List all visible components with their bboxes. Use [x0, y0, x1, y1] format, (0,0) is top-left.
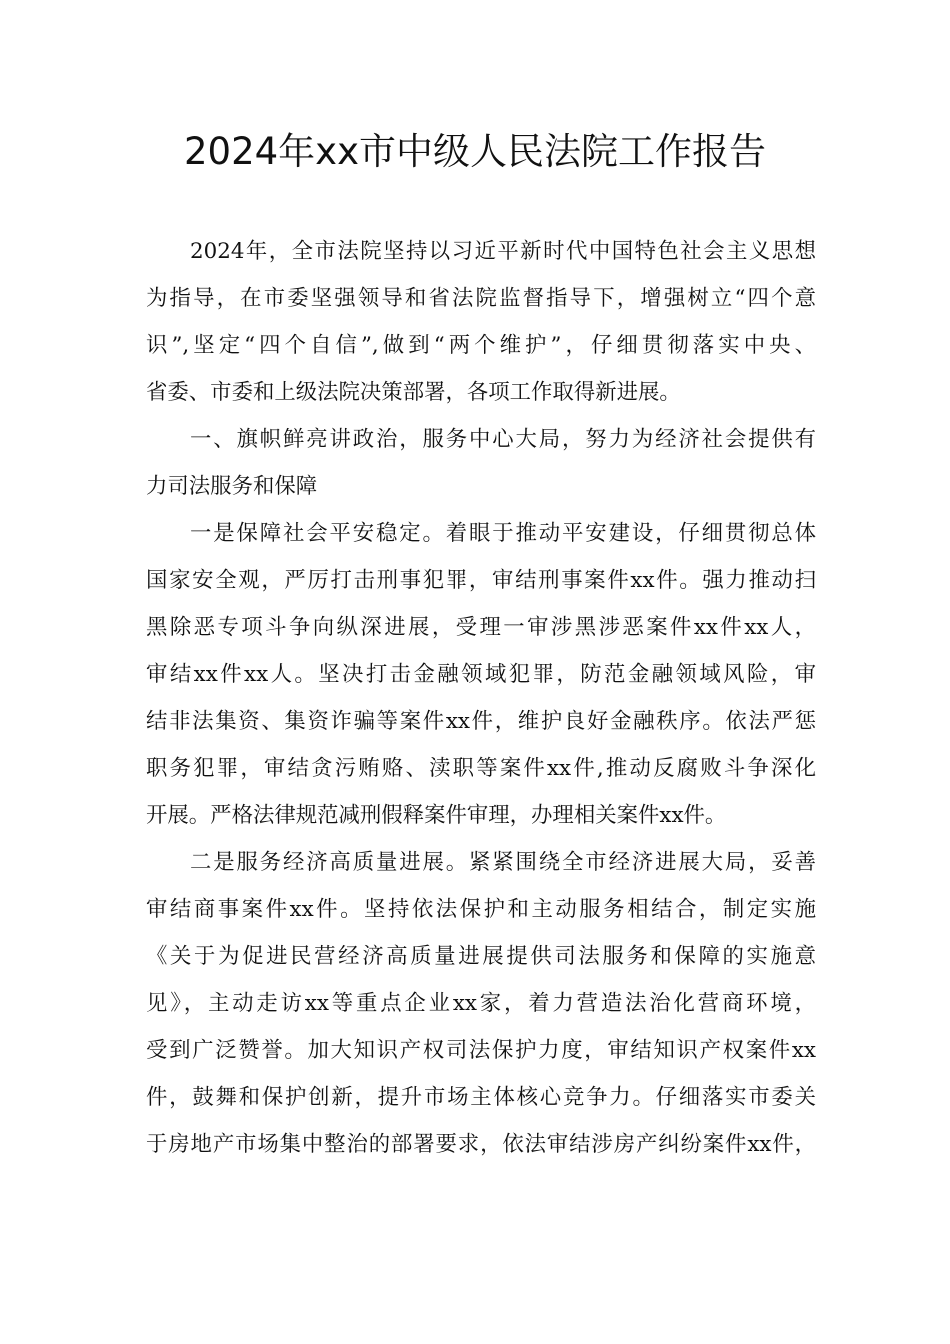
text-line: 黑除恶专项斗争向纵深进展，受理一审涉黑涉恶案件xx件xx人，	[146, 615, 816, 640]
text-line: 二是服务经济高质量进展。紧紧围绕全市经济进展大局，妥善	[190, 850, 816, 875]
document-title: 2024年xx市中级人民法院工作报告	[184, 130, 766, 173]
text-line: 审结商事案件xx件。坚持依法保护和主动服务相结合，制定实施	[146, 897, 816, 922]
text-line: 国家安全观，严厉打击刑事犯罪，审结刑事案件xx件。强力推动扫	[146, 568, 816, 593]
text-line: 审结xx件xx人。坚决打击金融领域犯罪，防范金融领域风险，审	[146, 662, 816, 687]
text-line: 识”,坚定“四个自信”,做到“两个维护”，仔细贯彻落实中央、	[146, 333, 816, 358]
text-line: 省委、市委和上级法院决策部署，各项工作取得新进展。	[146, 380, 681, 405]
text-line: 受到广泛赞誉。加大知识产权司法保护力度，审结知识产权案件xx	[146, 1038, 816, 1063]
text-line: 于房地产市场集中整治的部署要求，依法审结涉房产纠纷案件xx件，	[146, 1132, 816, 1157]
text-line: 为指导，在市委坚强领导和省法院监督指导下，增强树立“四个意	[146, 286, 816, 311]
text-line: 开展。严格法律规范减刑假释案件审理，办理相关案件xx件。	[146, 803, 727, 828]
text-line: 职务犯罪，审结贪污贿赂、渎职等案件xx件,推动反腐败斗争深化	[146, 756, 816, 781]
text-line: 2024年，全市法院坚持以习近平新时代中国特色社会主义思想	[190, 239, 816, 264]
text-line: 一是保障社会平安稳定。着眼于推动平安建设，仔细贯彻总体	[190, 521, 816, 546]
text-line: 结非法集资、集资诈骗等案件xx件，维护良好金融秩序。依法严惩	[146, 709, 816, 734]
document-body	[146, 228, 816, 1168]
text-line: 力司法服务和保障	[146, 474, 318, 499]
text-line: 件，鼓舞和保护创新，提升市场主体核心竞争力。仔细落实市委关	[146, 1085, 816, 1110]
text-line: 一、旗帜鲜亮讲政治，服务中心大局，努力为经济社会提供有	[190, 427, 816, 452]
text-line: 见》，主动走访xx等重点企业xx家，着力营造法治化营商环境，	[146, 991, 816, 1016]
text-line: 《关于为促进民营经济高质量进展提供司法服务和保障的实施意	[146, 944, 816, 969]
